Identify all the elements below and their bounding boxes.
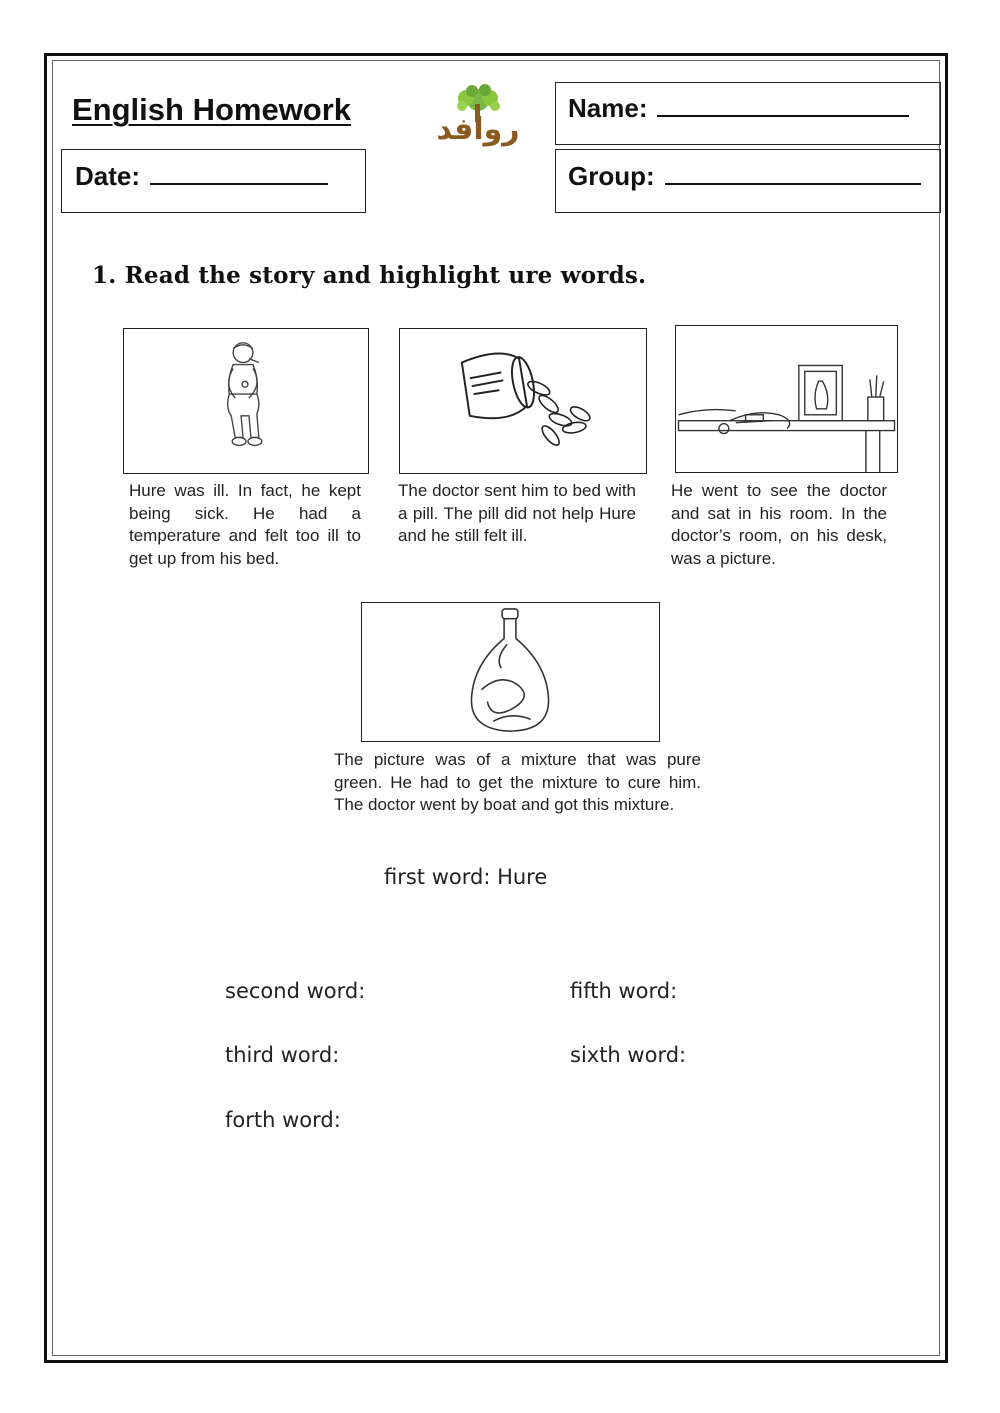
story-picture-2 (399, 328, 647, 474)
second-word-line[interactable]: second word: (225, 979, 366, 1003)
story-picture-4 (361, 602, 660, 742)
story-picture-1 (123, 328, 369, 474)
story-picture-3 (675, 325, 898, 473)
name-input-line[interactable] (657, 93, 909, 117)
group-label: Group: (568, 161, 655, 191)
third-word-line[interactable]: third word: (225, 1043, 340, 1067)
story-caption-2: The doctor sent him to bed with a pill. The pill did not help Hure and he still felt ill. (398, 481, 636, 545)
story-caption-1: Hure was ill. In fact, he kept being sick. He had a temperature and felt too ill to get up from his bed. (129, 481, 361, 568)
pill-bottle-icon (400, 329, 646, 473)
sixth-word-line[interactable]: sixth word: (570, 1043, 687, 1067)
sick-boy-thermometer-icon (124, 329, 368, 473)
task-heading: 1. Read the story and highlight ure words. (92, 262, 647, 289)
date-input-line[interactable] (150, 161, 328, 185)
group-field[interactable] (568, 161, 921, 192)
group-input-line[interactable] (665, 161, 921, 185)
date-label: Date: (75, 161, 141, 191)
name-label: Name: (568, 93, 648, 123)
logo-text: روافد (436, 112, 520, 147)
page-title: English Homework (72, 92, 352, 127)
story-caption-4: The picture was of a mixture that was pure green. He had to get the mixture to cure him. The doctor went by boat and got this mixture. (334, 750, 701, 814)
first-word-line: first word: Hure (384, 865, 548, 889)
forth-word-line[interactable]: forth word: (225, 1108, 341, 1132)
date-field[interactable] (75, 161, 328, 192)
fifth-word-line[interactable]: fifth word: (570, 979, 678, 1003)
name-field[interactable] (568, 93, 909, 124)
doctor-desk-icon (676, 326, 897, 472)
story-caption-3: He went to see the doctor and sat in his room. In the doctor’s room, on his desk, was a picture. (671, 481, 887, 568)
potion-bottle-icon (362, 603, 659, 741)
